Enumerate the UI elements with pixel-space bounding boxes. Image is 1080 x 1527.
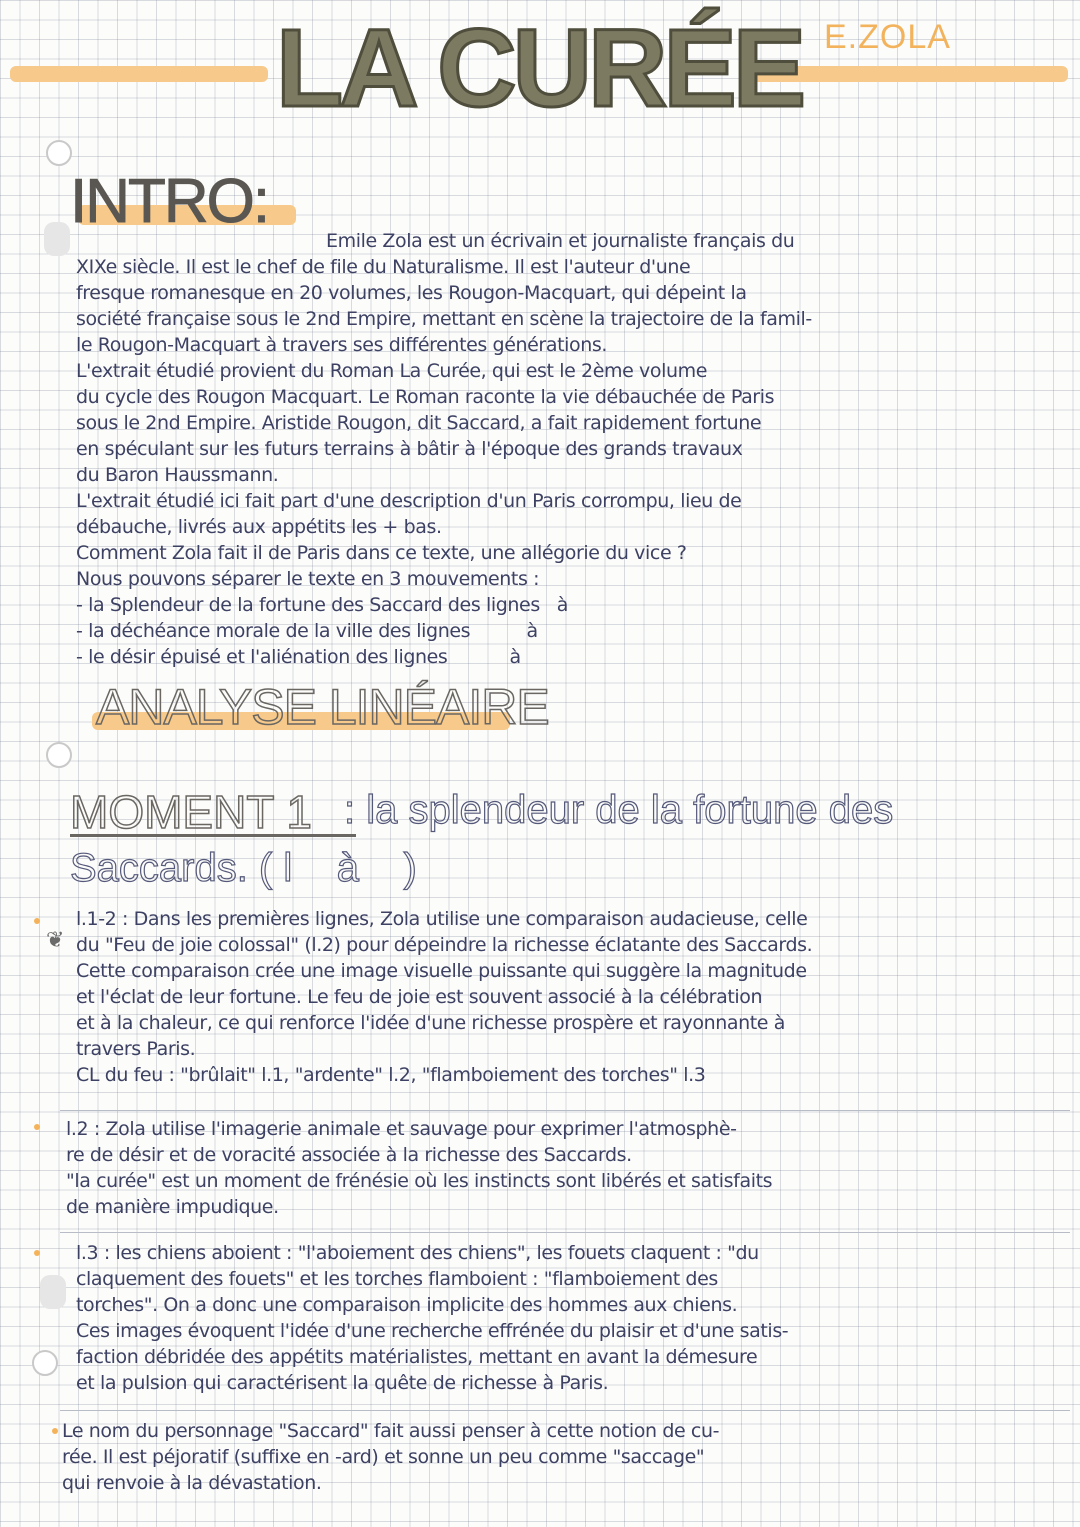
moment-heading: MOMENT 1 bbox=[70, 786, 312, 838]
divider bbox=[60, 1232, 1070, 1233]
intro-heading: INTRO: bbox=[70, 167, 269, 236]
binder-hole bbox=[46, 742, 72, 768]
paragraph-line: faction débridée des appétits matérialistes, mettant en avant la démesure bbox=[76, 1346, 758, 1368]
intro-line: L'extrait étudié ici fait part d'une description d'un Paris corrompu, lieu de bbox=[76, 490, 742, 512]
leaf-icon: ❦ bbox=[46, 928, 65, 953]
intro-line: du cycle des Rougon Macquart. Le Roman raconte la vie débauchée de Paris bbox=[76, 386, 775, 408]
intro-line: en spéculant sur les futurs terrains à bâtir à l'époque des grands travaux bbox=[76, 438, 743, 460]
intro-line: XIXe siècle. Il est le chef de file du Naturalisme. Il est l'auteur d'une bbox=[76, 256, 691, 278]
paragraph-3 bbox=[76, 1240, 1066, 1396]
analyse-heading: ANALYSE LINÉAIRE bbox=[96, 679, 549, 735]
bullet bbox=[34, 918, 40, 924]
paragraph-line: "la curée" est un moment de frénésie où les instincts sont libérés et satisfaits bbox=[66, 1170, 773, 1192]
paragraph-2 bbox=[66, 1116, 1066, 1220]
intro-line: Nous pouvons séparer le texte en 3 mouvements : bbox=[76, 568, 540, 590]
binder-hole bbox=[32, 1350, 58, 1376]
moment-title: : la splendeur de la fortune des bbox=[344, 788, 894, 832]
page-title: LA CURÉE bbox=[276, 7, 803, 130]
intro-text bbox=[76, 228, 1066, 670]
intro-line: sous le 2nd Empire. Aristide Rougon, dit Saccard, a fait rapidement fortune bbox=[76, 412, 762, 434]
intro-line: société française sous le 2nd Empire, mettant en scène la trajectoire de la famil- bbox=[76, 308, 812, 330]
divider bbox=[60, 1410, 1070, 1411]
paragraph-line: et à la chaleur, ce qui renforce l'idée d'une richesse prospère et rayonnante à bbox=[76, 1012, 785, 1034]
moment-title-line2: Saccards. ( l à ) bbox=[70, 846, 417, 890]
paragraph-line: et l'éclat de leur fortune. Le feu de joie est souvent associé à la célébration bbox=[76, 986, 763, 1008]
paragraph-line: claquement des fouets" et les torches flamboient : "flamboiement des bbox=[76, 1268, 718, 1290]
paragraph-line: Le nom du personnage "Saccard" fait aussi penser à cette notion de cu- bbox=[62, 1420, 720, 1442]
paragraph-line: et la pulsion qui caractérisent la quête de richesse à Paris. bbox=[76, 1372, 609, 1394]
intro-line: Emile Zola est un écrivain et journaliste français du bbox=[326, 230, 795, 252]
paragraph-line: l.1-2 : Dans les premières lignes, Zola utilise une comparaison audacieuse, celle bbox=[76, 908, 808, 930]
title-highlight-left bbox=[10, 66, 268, 82]
paragraph-line: l.2 : Zola utilise l'imagerie animale et sauvage pour exprimer l'atmosphè- bbox=[66, 1118, 737, 1140]
intro-line: débauche, livrés aux appétits les + bas. bbox=[76, 516, 442, 538]
moment-underline bbox=[70, 834, 356, 837]
paragraph-line: de manière impudique. bbox=[66, 1196, 279, 1218]
intro-line: Comment Zola fait il de Paris dans ce texte, une allégorie du vice ? bbox=[76, 542, 687, 564]
paragraph-line: Ces images évoquent l'idée d'une recherche effrénée du plaisir et d'une satis- bbox=[76, 1320, 789, 1342]
paragraph-1 bbox=[76, 906, 1066, 1088]
binder-hole bbox=[46, 140, 72, 166]
paragraph-line: torches". On a donc une comparaison implicite des hommes aux chiens. bbox=[76, 1294, 738, 1316]
author-name: E.ZOLA bbox=[824, 18, 951, 56]
intro-line: du Baron Haussmann. bbox=[76, 464, 279, 486]
paragraph-line: rée. Il est péjoratif (suffixe en -ard) et sonne un peu comme "saccage" bbox=[62, 1446, 705, 1468]
paragraph-line: re de désir et de voracité associée à la richesse des Saccards. bbox=[66, 1144, 632, 1166]
intro-line: - le désir épuisé et l'aliénation des lignes à bbox=[76, 646, 521, 668]
paragraph-line: qui renvoie à la dévastation. bbox=[62, 1472, 322, 1494]
paragraph-line: travers Paris. bbox=[76, 1038, 196, 1060]
bullet bbox=[34, 1124, 40, 1130]
intro-line: fresque romanesque en 20 volumes, les Rougon-Macquart, qui dépeint la bbox=[76, 282, 747, 304]
paragraph-line: du "Feu de joie colossal" (l.2) pour dépeindre la richesse éclatante des Saccards. bbox=[76, 934, 813, 956]
paragraph-line: Cette comparaison crée une image visuelle puissante qui suggère la magnitude bbox=[76, 960, 807, 982]
paragraph-4 bbox=[62, 1418, 1062, 1496]
intro-line: le Rougon-Macquart à travers ses différentes générations. bbox=[76, 334, 608, 356]
bullet bbox=[52, 1428, 58, 1434]
binder-hole bbox=[40, 1275, 66, 1309]
intro-line: L'extrait étudié provient du Roman La Curée, qui est le 2ème volume bbox=[76, 360, 708, 382]
intro-heading-text: INTRO bbox=[70, 167, 253, 236]
paragraph-line: CL du feu : "brûlait" l.1, "ardente" l.2, "flamboiement des torches" l.3 bbox=[76, 1064, 706, 1086]
binder-hole bbox=[44, 222, 70, 256]
paragraph-line: l.3 : les chiens aboient : "l'aboiement des chiens", les fouets claquent : "du bbox=[76, 1242, 759, 1264]
intro-line: - la déchéance morale de la ville des lignes à bbox=[76, 620, 538, 642]
divider bbox=[60, 1110, 1070, 1111]
bullet bbox=[34, 1250, 40, 1256]
intro-line: - la Splendeur de la fortune des Saccard des lignes à bbox=[76, 594, 568, 616]
